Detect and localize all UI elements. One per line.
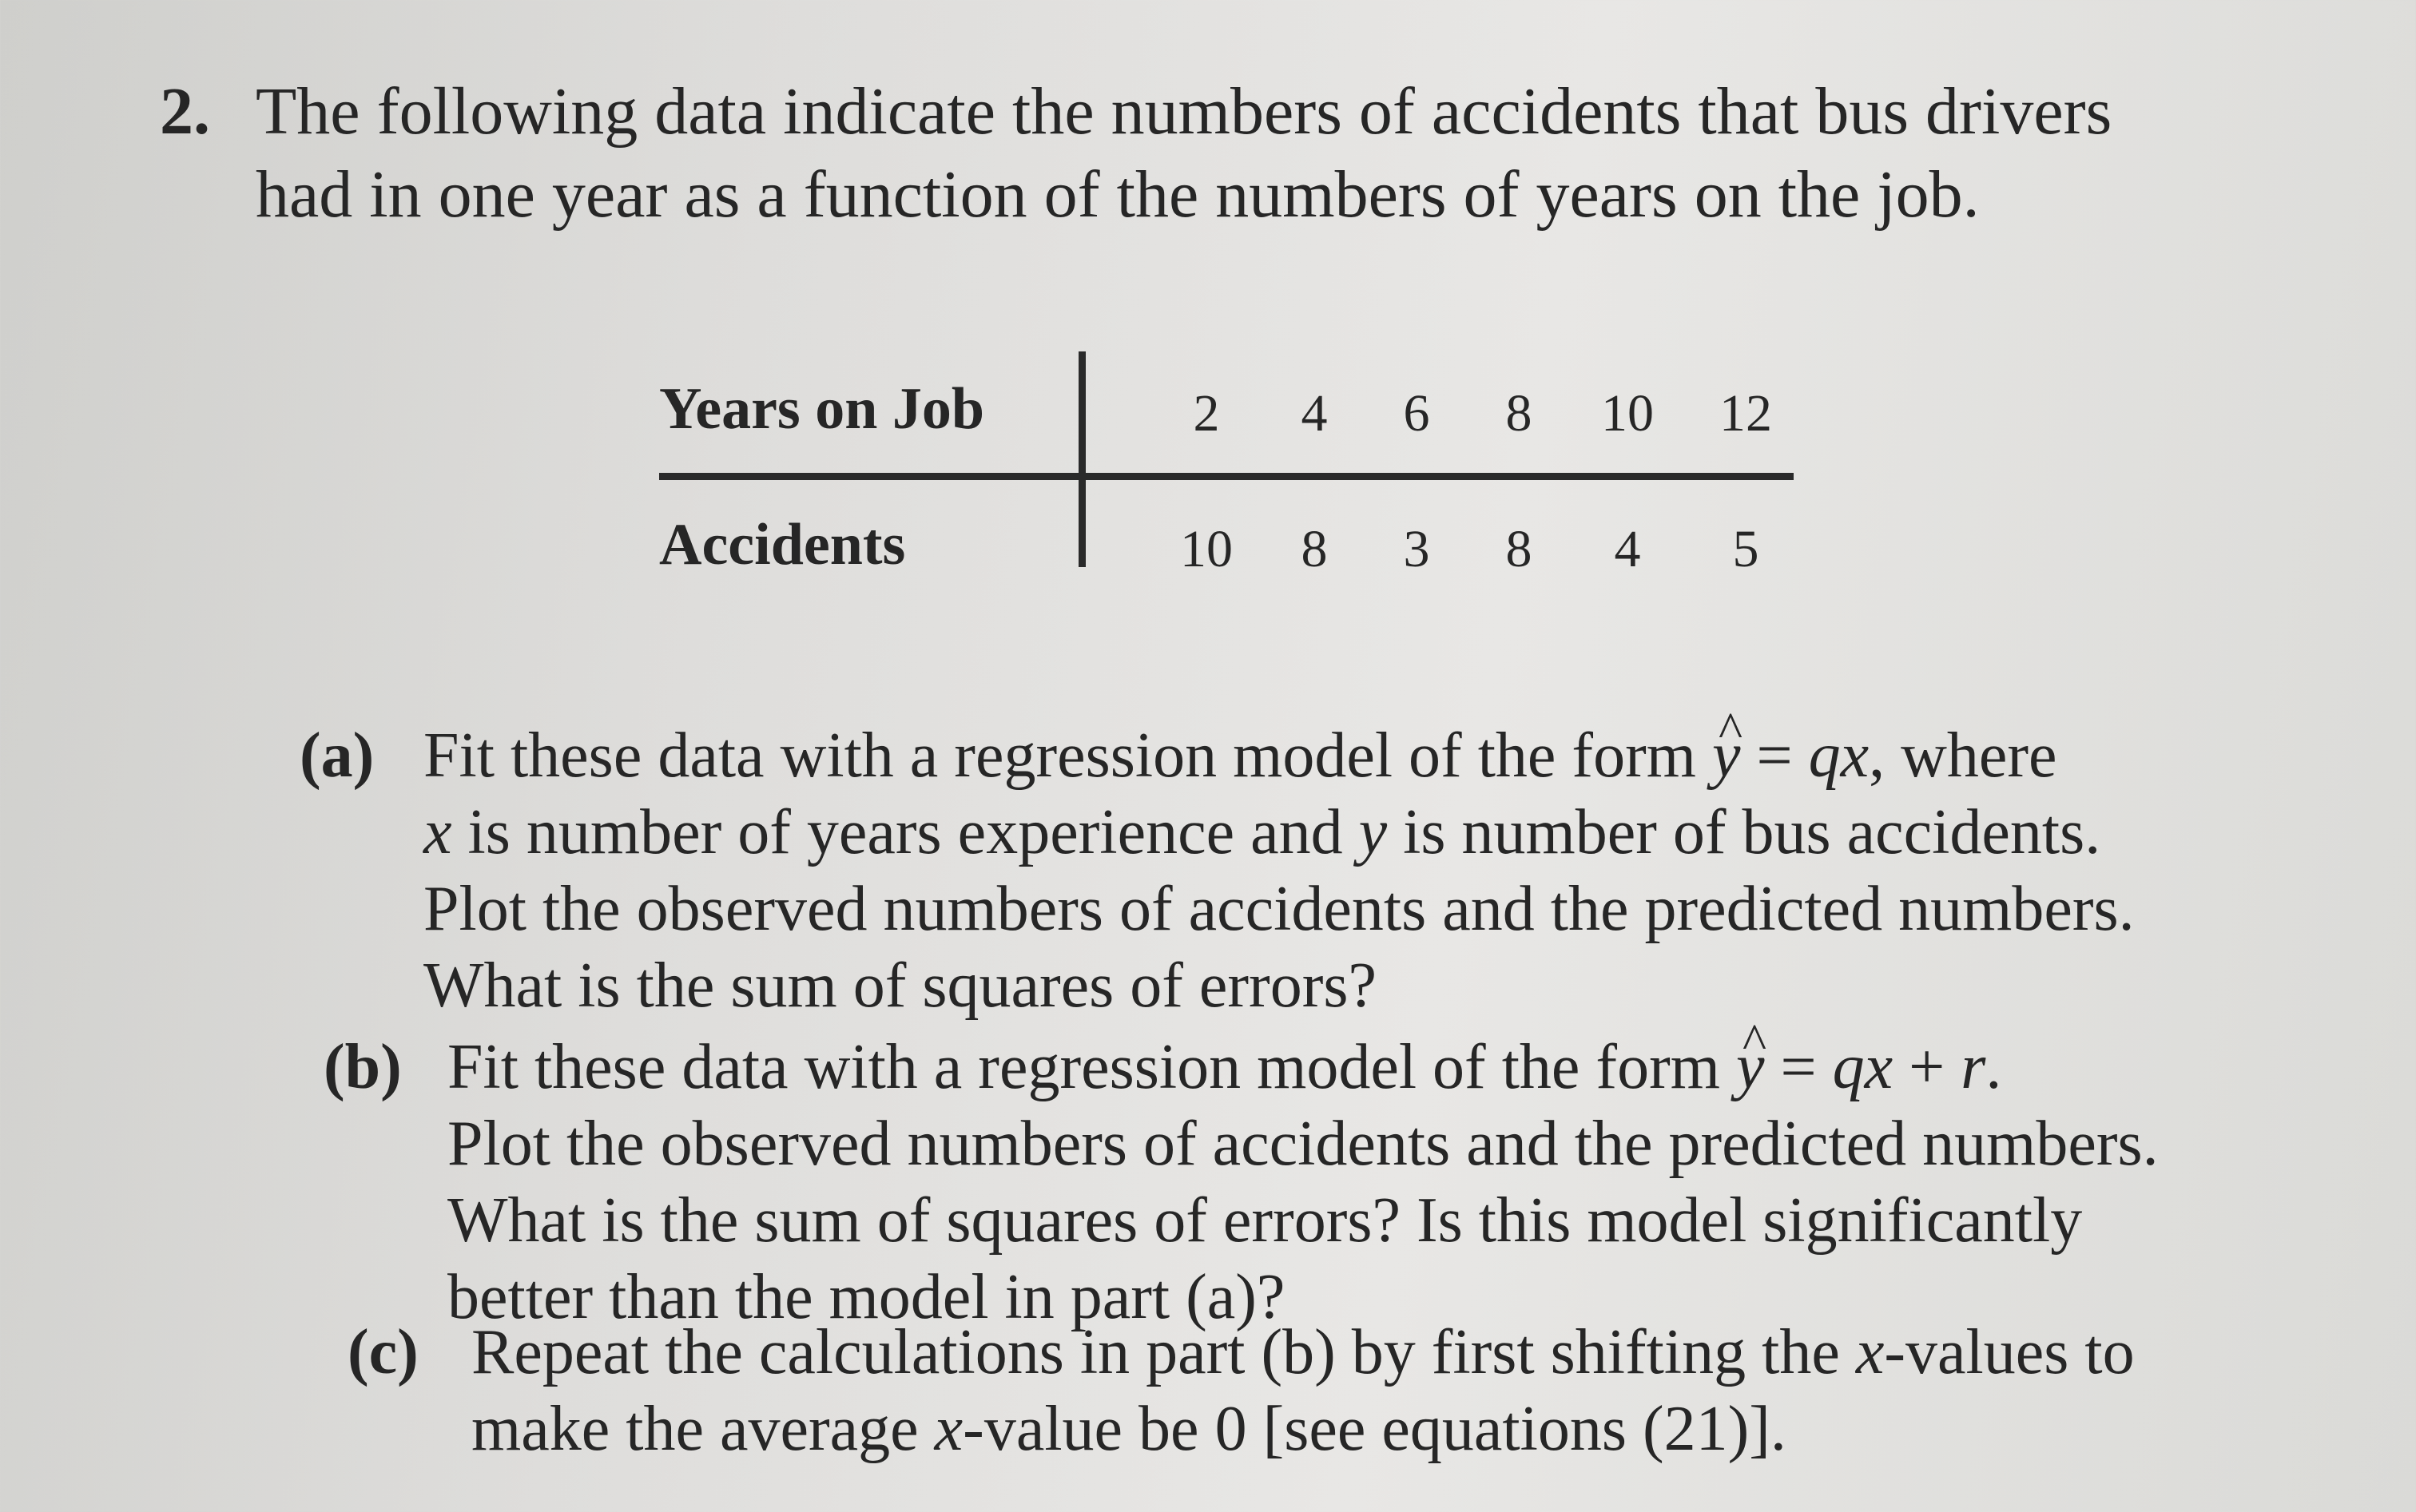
qx-term: qx bbox=[1808, 720, 1870, 791]
part-b-line-3: What is the sum of squares of errors? Is this model significantly bbox=[447, 1185, 2083, 1256]
part-a-text-fragment: , where bbox=[1869, 720, 2057, 791]
part-b-line-1 bbox=[447, 1029, 2416, 1105]
part-c-text-fragment: -values to bbox=[1884, 1317, 2135, 1387]
x-variable: x bbox=[423, 797, 452, 867]
years-cell: 8 bbox=[1505, 384, 1532, 442]
part-a-line-3: Plot the observed numbers of accidents and the predicted numbers. bbox=[423, 874, 2135, 944]
qx-term: qx bbox=[1832, 1032, 1893, 1102]
accidents-cell: 8 bbox=[1505, 520, 1532, 578]
part-c-text-fragment: -value be 0 [see equations (21)]. bbox=[963, 1394, 1786, 1464]
part-a-line-2 bbox=[423, 794, 2416, 871]
part-a bbox=[300, 717, 2393, 1037]
y-variable: y bbox=[1358, 797, 1388, 867]
problem-line-2: had in one year as a function of the numbers of years on the job. bbox=[256, 157, 1980, 232]
r-term: r bbox=[1961, 1032, 1986, 1102]
part-c-text-fragment: Repeat the calculations in part (b) by first shifting the bbox=[471, 1317, 1856, 1387]
part-c-text bbox=[471, 1314, 2416, 1467]
x-variable: x bbox=[934, 1394, 964, 1464]
table-vertical-rule bbox=[1079, 351, 1086, 567]
part-c-label: (c) bbox=[348, 1317, 419, 1387]
accidents-cell: 10 bbox=[1180, 520, 1233, 578]
problem-number: 2. bbox=[160, 74, 210, 149]
data-table bbox=[659, 351, 1794, 591]
equals-sign: = bbox=[1764, 1032, 1833, 1102]
part-b-text-fragment: Fit these data with a regression model of the form bbox=[447, 1032, 1736, 1102]
part-a-text bbox=[423, 717, 2416, 1024]
y-hat-symbol: ^ y bbox=[1712, 717, 1741, 794]
part-a-line-1 bbox=[423, 717, 2416, 794]
part-c-line-1 bbox=[471, 1314, 2416, 1391]
table-horizontal-rule bbox=[659, 473, 1794, 480]
part-b-label: (b) bbox=[324, 1032, 402, 1102]
part-b-line-2: Plot the observed numbers of accidents and the predicted numbers. bbox=[447, 1109, 2159, 1179]
years-cell: 12 bbox=[1719, 384, 1772, 442]
problem-line-1: The following data indicate the numbers of accidents that bus drivers bbox=[256, 74, 2112, 149]
x-variable: x bbox=[1855, 1317, 1885, 1387]
years-cell: 4 bbox=[1301, 384, 1328, 442]
part-a-text-fragment: is number of years experience and bbox=[451, 797, 1359, 867]
accidents-cell: 3 bbox=[1403, 520, 1430, 578]
part-b-text-fragment: . bbox=[1985, 1032, 2002, 1102]
accidents-cell: 4 bbox=[1614, 520, 1641, 578]
part-b bbox=[324, 1029, 2401, 1348]
years-cell: 2 bbox=[1193, 384, 1220, 442]
years-cell: 6 bbox=[1403, 384, 1430, 442]
part-c bbox=[348, 1314, 2393, 1482]
accidents-cell: 5 bbox=[1732, 520, 1759, 578]
y-hat-symbol: ^ y bbox=[1736, 1029, 1765, 1105]
part-a-text-fragment: is number of bus accidents. bbox=[1387, 797, 2101, 867]
part-a-line-4: What is the sum of squares of errors? bbox=[423, 950, 1377, 1021]
accidents-row-label: Accidents bbox=[659, 512, 906, 577]
part-b-text bbox=[447, 1029, 2416, 1335]
part-b-line-4: better than the model in part (a)? bbox=[447, 1262, 1285, 1332]
part-a-text-fragment: Fit these data with a regression model of the form bbox=[423, 720, 1712, 791]
problem-text bbox=[256, 70, 2413, 236]
part-a-label: (a) bbox=[300, 720, 375, 791]
accidents-cell: 8 bbox=[1301, 520, 1328, 578]
part-c-line-2 bbox=[471, 1391, 2416, 1467]
plus-sign: + bbox=[1893, 1032, 1961, 1102]
part-c-text-fragment: make the average bbox=[471, 1394, 935, 1464]
years-cell: 10 bbox=[1601, 384, 1654, 442]
equals-sign: = bbox=[1740, 720, 1809, 791]
years-row-label: Years on Job bbox=[659, 376, 985, 442]
